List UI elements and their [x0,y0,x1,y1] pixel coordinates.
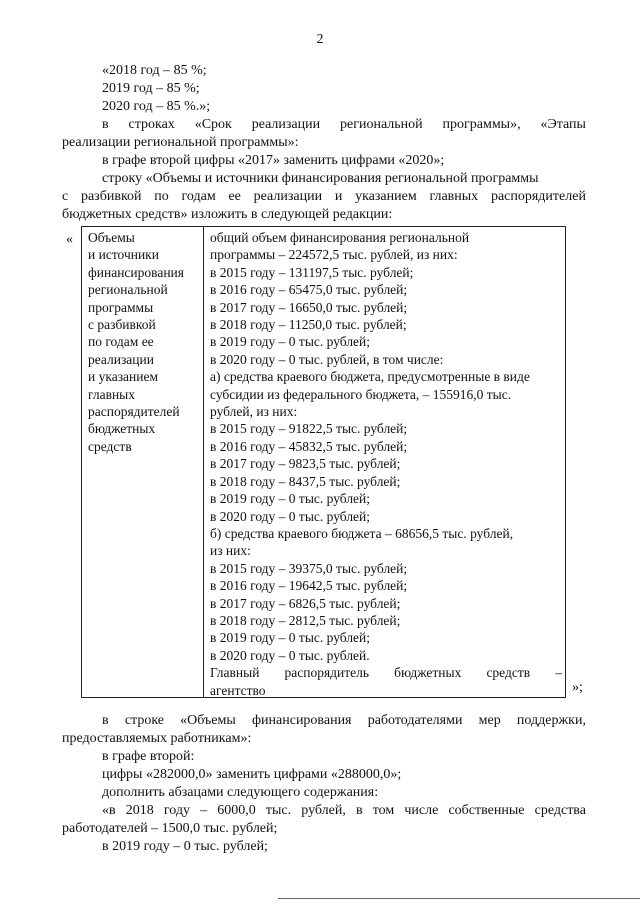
column-divider [203,227,204,697]
paragraph-line: в графе второй цифры «2017» заменить цифрами «2020»; [102,153,445,168]
paragraph-line: предоставляемых работникам»: [62,731,252,746]
text-line: 2019 год – 85 %; [102,81,200,96]
paragraph-line: бюджетных средств» изложить в следующей редакции: [62,207,393,222]
paragraph-line: цифры «282000,0» заменить цифрами «288000,0»; [102,767,402,782]
paragraph-line: строку «Объемы и источники финансирования региональной программы [102,171,539,186]
paragraph-line: в 2019 году – 0 тыс. рублей; [102,839,268,854]
paragraph-line: дополнить абзацами следующего содержания: [102,785,379,800]
financing-table [81,226,566,698]
table-left-column: Объемы и источники финансирования региональной программы с разбивкой по годам ее реализации и указанием главных распорядителей бюджетных средств [88,230,184,454]
bottom-rule [278,898,640,899]
paragraph-line: в строках «Срок реализации региональной программы», «Этапы [102,117,586,132]
paragraph-line: с разбивкой по годам ее реализации и указанием главных распорядителей [62,189,586,204]
text-line: 2020 год – 85 %.»; [102,99,211,114]
page-number: 2 [316,32,324,47]
table-right-column: общий объем финансирования региональной программы – 224572,5 тыс. рублей, из них: в 2015 году – 131197,5 тыс. рублей; в 2016 году – 65475,0 тыс. рублей; в 2017 году – 16650,0 тыс. рублей; в 2018 году – 11250,0 тыс. рублей; в 2019 году – 0 тыс. рублей; в 2020 году – 0 тыс. рублей, в том числе: а) средства краевого бюджета, предусмотренные в виде субсидии из федерального бюджета, – 155916,0 тыс. рублей, из них: в 2015 году – 91822,5 тыс. рублей; в 2016 году – 45832,5 тыс. рублей; в 2017 году – 9823,5 тыс. рублей; в 2018 году – 8437,5 тыс. рублей; в 2019 году – 0 тыс. рублей; в 2020 году – 0 тыс. рублей; б) средства краевого бюджета – 68656,5 тыс. рублей, из них: в 2015 году – 39375,0 тыс. рублей; в 2016 году – 19642,5 тыс. рублей; в 2017 году – 6826,5 тыс. рублей; в 2018 году – 2812,5 тыс. рублей; в 2019 году – 0 тыс. рублей; в 2020 году – 0 тыс. рублей. Главный распорядитель бюджетных средств – агентство [210,230,562,698]
paragraph-line: работодателей – 1500,0 тыс. рублей; [62,821,278,836]
paragraph-line: в графе второй: [102,749,195,764]
paragraph-line: реализации региональной программы»: [62,135,299,150]
open-quote: « [66,232,73,247]
close-quote: »; [572,680,583,695]
paragraph-line: «в 2018 году – 6000,0 тыс. рублей, в том числе собственные средства [102,803,586,818]
paragraph-line: в строке «Объемы финансирования работодателями мер поддержки, [102,713,586,728]
text-line: «2018 год – 85 %; [102,63,207,78]
